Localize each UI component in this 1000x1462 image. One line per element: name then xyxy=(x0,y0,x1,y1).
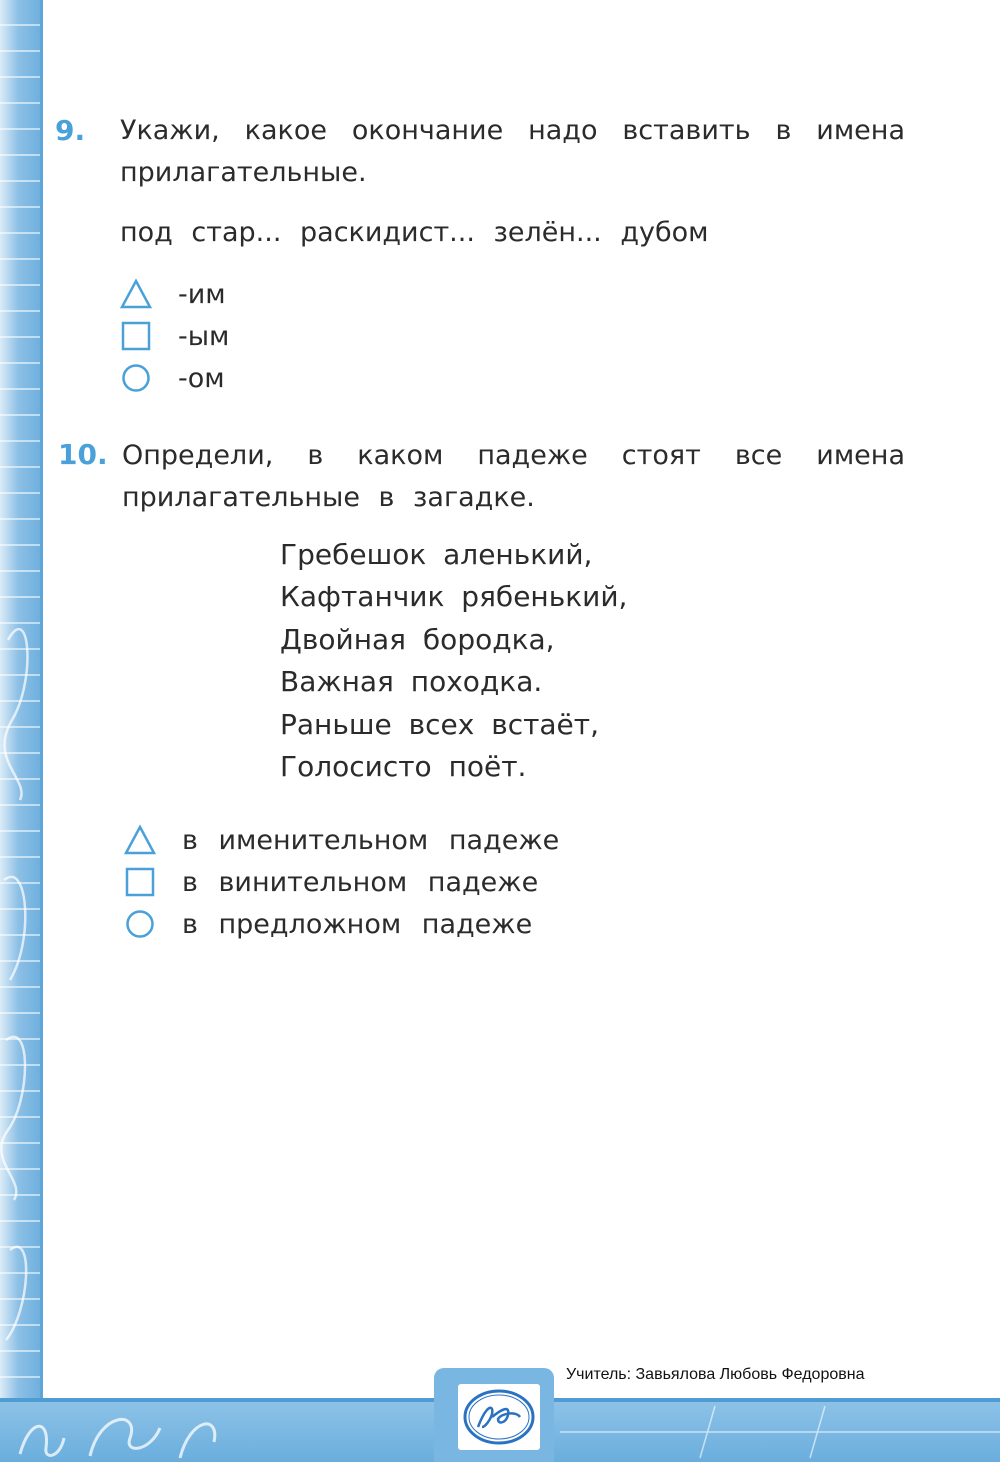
q10-option-square[interactable] xyxy=(124,866,538,898)
q10-word: все xyxy=(734,440,783,471)
q10-option-label: в предложном падеже xyxy=(182,908,533,940)
q10-option-triangle[interactable] xyxy=(124,824,559,856)
question-10-number: 10. xyxy=(58,438,108,471)
q9-word: имена xyxy=(816,115,905,146)
q9-word: надо xyxy=(528,115,598,146)
teacher-credit: Учитель: Завьялова Любовь Федоровна xyxy=(566,1366,865,1383)
q9-word: Укажи, xyxy=(120,115,220,146)
q10-word: в xyxy=(307,440,324,471)
q10-word: Определи, xyxy=(122,440,274,471)
question-9-text xyxy=(120,110,905,194)
square-icon xyxy=(120,320,152,352)
triangle-icon xyxy=(120,278,152,310)
q10-option-label: в винительном падеже xyxy=(182,866,539,898)
poem-line: Раньше всех встаёт, xyxy=(280,707,599,741)
q9-option-label: -им xyxy=(178,278,226,310)
poem-line: Важная походка. xyxy=(280,665,543,699)
q10-word: имена xyxy=(816,440,905,471)
q9-option-square[interactable] xyxy=(120,320,229,352)
left-script-decoration-icon xyxy=(0,0,40,1400)
poem-line: Гребешок аленький, xyxy=(280,538,593,571)
q10-word: каком xyxy=(357,440,444,471)
logo-box xyxy=(458,1384,540,1450)
square-icon xyxy=(124,866,156,898)
q9-word: окончание xyxy=(351,115,504,146)
q9-option-triangle[interactable] xyxy=(120,278,226,310)
q10-option-label: в именительном падеже xyxy=(182,824,560,856)
poem-line: Двойная бородка, xyxy=(280,622,555,656)
question-9-phrase: под стар... раскидист... зелён... дубом xyxy=(120,217,709,248)
q10-word: падеже xyxy=(477,440,588,471)
question-9-line-2: прилагательные. xyxy=(120,157,367,188)
q9-word: в xyxy=(775,115,792,146)
question-10-line-2: прилагательные в загадке. xyxy=(122,482,535,513)
q10-option-circle[interactable] xyxy=(124,908,532,940)
question-9-line-1 xyxy=(120,110,905,152)
q9-option-label: -ым xyxy=(178,320,230,352)
lf-monogram-logo-icon xyxy=(462,1387,536,1447)
question-9-number: 9. xyxy=(55,114,86,147)
riddle-poem xyxy=(280,534,627,788)
poem-line: Голосисто поёт. xyxy=(280,750,527,784)
q9-option-label: -ом xyxy=(178,362,225,394)
circle-icon xyxy=(124,908,156,940)
triangle-icon xyxy=(124,824,156,856)
circle-icon xyxy=(120,362,152,394)
q10-word: стоят xyxy=(621,440,701,471)
q9-option-circle[interactable] xyxy=(120,362,225,394)
q9-word: вставить xyxy=(622,115,751,146)
question-10-line-1 xyxy=(122,435,905,477)
question-10-text xyxy=(122,435,905,519)
poem-line: Кафтанчик рябенький, xyxy=(280,580,628,614)
q9-word: какое xyxy=(244,115,327,146)
